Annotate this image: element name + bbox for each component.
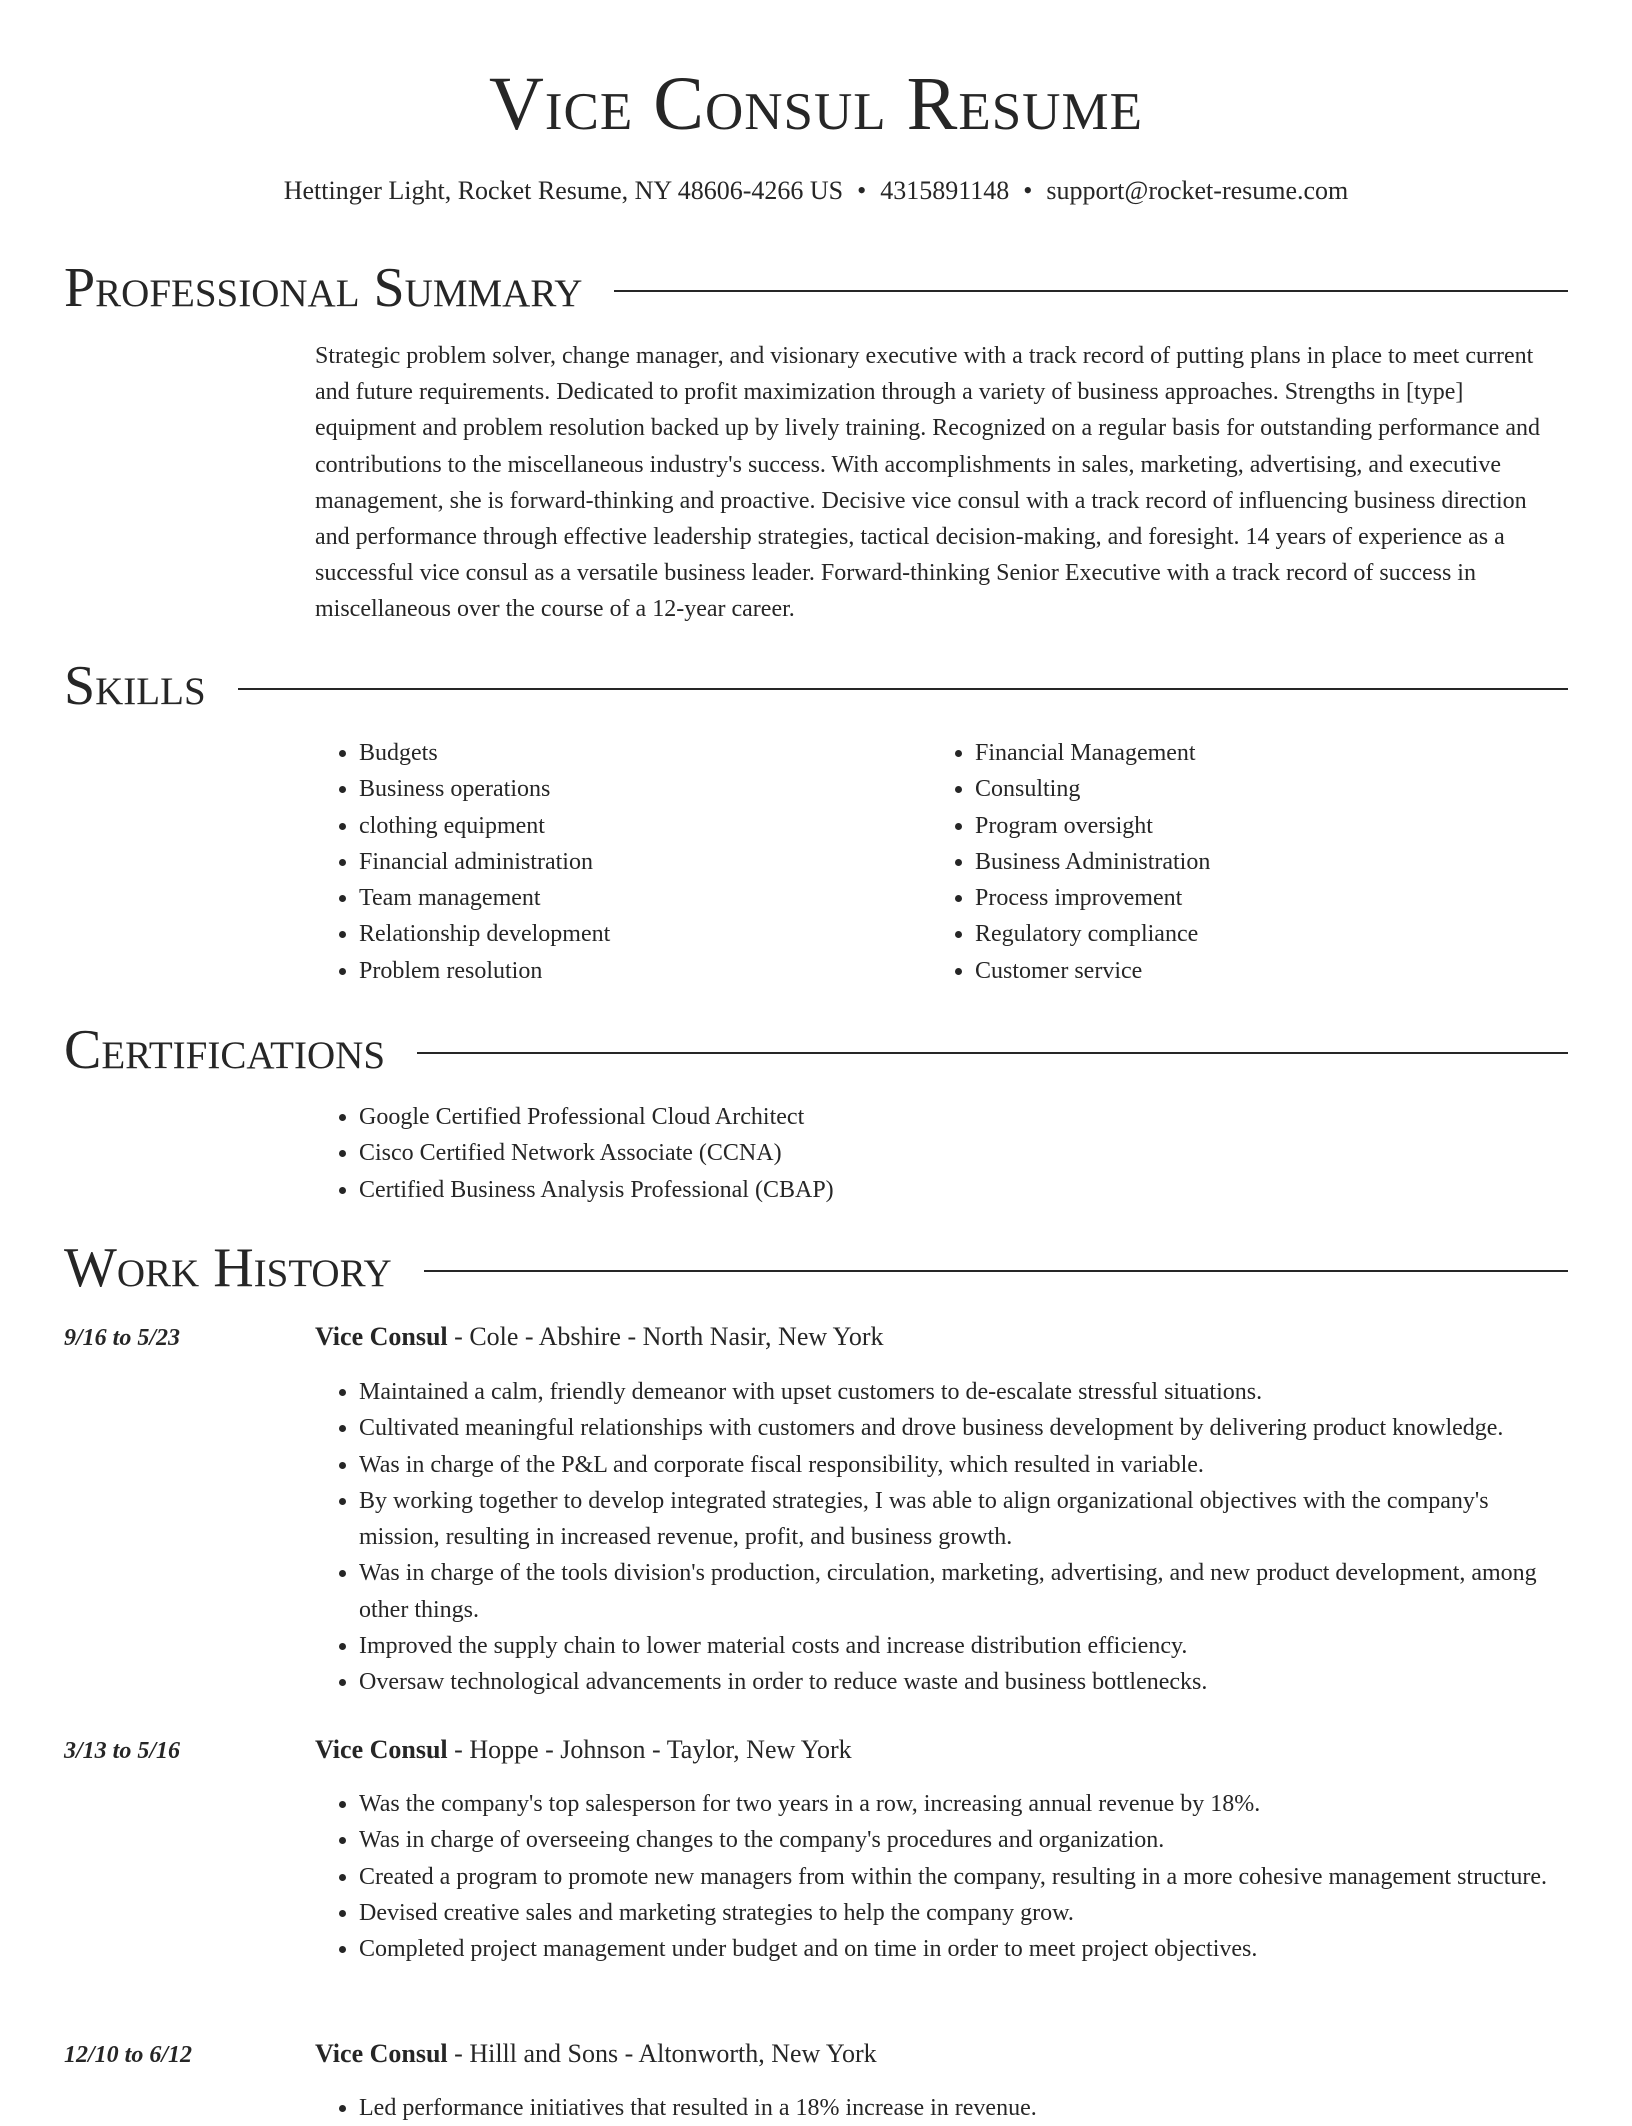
skill-item: • Problem resolution (359, 953, 875, 989)
section-divider (614, 290, 1568, 292)
certification-item: • Google Certified Professional Cloud Architect (359, 1099, 1515, 1135)
job-bullet: • Was in charge of the tools division's production, circulation, marketing, advertising, and new product development, among other things. (359, 1555, 1575, 1628)
skill-item: • Financial Management (975, 735, 1491, 771)
resume-title: Vice Consul Resume (489, 62, 1143, 146)
skill-item: • Budgets (359, 735, 875, 771)
skills-column-right (931, 735, 1491, 989)
skill-item: • Team management (359, 880, 875, 916)
job-role: Vice Consul (315, 2039, 448, 2068)
job-bullet: • Led performance initiatives that resulted in a 18% increase in revenue. (359, 2090, 1575, 2126)
job-role: Vice Consul (315, 1735, 448, 1764)
job-role: Vice Consul (315, 1322, 448, 1351)
section-heading-text: Professional Summary (64, 257, 583, 319)
section-heading-text: Work History (64, 1237, 392, 1299)
section-heading-text: Skills (64, 655, 206, 717)
certifications-list (315, 1099, 1515, 1208)
skill-item: • Customer service (975, 953, 1491, 989)
skill-item: • Relationship development (359, 916, 875, 952)
section-heading-text: Certifications (64, 1019, 386, 1081)
skill-item: • Business operations (359, 771, 875, 807)
skill-item: • Consulting (975, 771, 1491, 807)
job-bullet: • Maintained a calm, friendly demeanor with upset customers to de-escalate stressful situations. (359, 1374, 1575, 1410)
job-bullet: • Completed project management under budget and on time in order to meet project objectives. (359, 1931, 1575, 1967)
job-employer: - Hoppe - Johnson - Taylor, New York (447, 1735, 852, 1764)
job-bullet: • Devised creative sales and marketing strategies to help the company grow. (359, 1895, 1575, 1931)
certification-item: • Cisco Certified Network Associate (CCNA) (359, 1135, 1515, 1171)
skills-column-left (315, 735, 875, 989)
job-heading (315, 1320, 884, 1354)
skill-item: • Process improvement (975, 880, 1491, 916)
job-heading (315, 2037, 877, 2071)
section-divider (424, 1270, 1568, 1272)
job-bullet: • Created a program to promote new managers from within the company, resulting in a more cohesive management structure. (359, 1859, 1575, 1895)
skill-item: • clothing equipment (359, 808, 875, 844)
contact-phone: 4315891148 (880, 176, 1010, 205)
skill-item: • Financial administration (359, 844, 875, 880)
contact-email: support@rocket-resume.com (1046, 176, 1349, 205)
job-dates: 3/13 to 5/16 (64, 1738, 181, 1764)
job-bullet: • By working together to develop integrated strategies, I was able to align organizational objectives with the company's mission, resulting in increased revenue, profit, and business growth. (359, 1483, 1575, 1556)
job-bullet: • Was in charge of overseeing changes to the company's procedures and organization. (359, 1822, 1575, 1858)
job-bullet: • Cultivated meaningful relationships with customers and drove business development by delivering product knowledge. (359, 1410, 1575, 1446)
job-bullet: • Oversaw technological advancements in order to reduce waste and business bottlenecks. (359, 1664, 1575, 1700)
job-bullets (315, 1374, 1575, 1701)
job-heading (315, 1733, 852, 1767)
job-bullet: • Was in charge of the P&L and corporate fiscal responsibility, which resulted in variable. (359, 1447, 1575, 1483)
job-bullets (315, 2090, 1575, 2126)
contact-address: Hettinger Light, Rocket Resume, NY 48606-4266 US (283, 176, 844, 205)
contact-separator: • (1023, 176, 1033, 205)
contact-separator: • (857, 176, 867, 205)
job-dates: 12/10 to 6/12 (64, 2042, 193, 2068)
contact-line (0, 174, 1632, 208)
section-heading-certifications (64, 1018, 1568, 1082)
skill-item: • Program oversight (975, 808, 1491, 844)
job-dates: 9/16 to 5/23 (64, 1325, 181, 1351)
section-divider (417, 1052, 1568, 1054)
summary-text: Strategic problem solver, change manager, and visionary executive with a track record of putting plans in place to meet current and future requirements. Dedicated to profit maximization through a variety of business approaches. Strengths in [type] equipment and problem resolution backed up by lively training. Recognized on a regular basis for outstanding performance and contributions to the miscellaneous industry's success. With accomplishments in sales, marketing, advertising, and executive management, she is forward-thinking and proactive. Decisive vice consul with a track record of influencing business direction and performance through effective leadership strategies, tactical decision-making, and foresight. 14 years of experience as a successful vice consul as a versatile business leader. Forward-thinking Senior Executive with a track record of success in miscellaneous over the course of a 12-year career. (315, 343, 1540, 623)
job-bullet: • Was the company's top salesperson for two years in a row, increasing annual revenue by 18%. (359, 1786, 1575, 1822)
section-heading-work-history (64, 1236, 1568, 1300)
section-heading-summary (64, 256, 1568, 320)
section-heading-skills (64, 654, 1568, 718)
job-employer: - Hilll and Sons - Altonworth, New York (447, 2039, 877, 2068)
job-employer: - Cole - Abshire - North Nasir, New York (447, 1322, 884, 1351)
skill-item: • Regulatory compliance (975, 916, 1491, 952)
section-divider (238, 688, 1568, 690)
job-bullets (315, 1786, 1575, 1967)
certification-item: • Certified Business Analysis Professional (CBAP) (359, 1172, 1515, 1208)
skill-item: • Business Administration (975, 844, 1491, 880)
job-bullet: • Improved the supply chain to lower material costs and increase distribution efficiency. (359, 1628, 1575, 1664)
